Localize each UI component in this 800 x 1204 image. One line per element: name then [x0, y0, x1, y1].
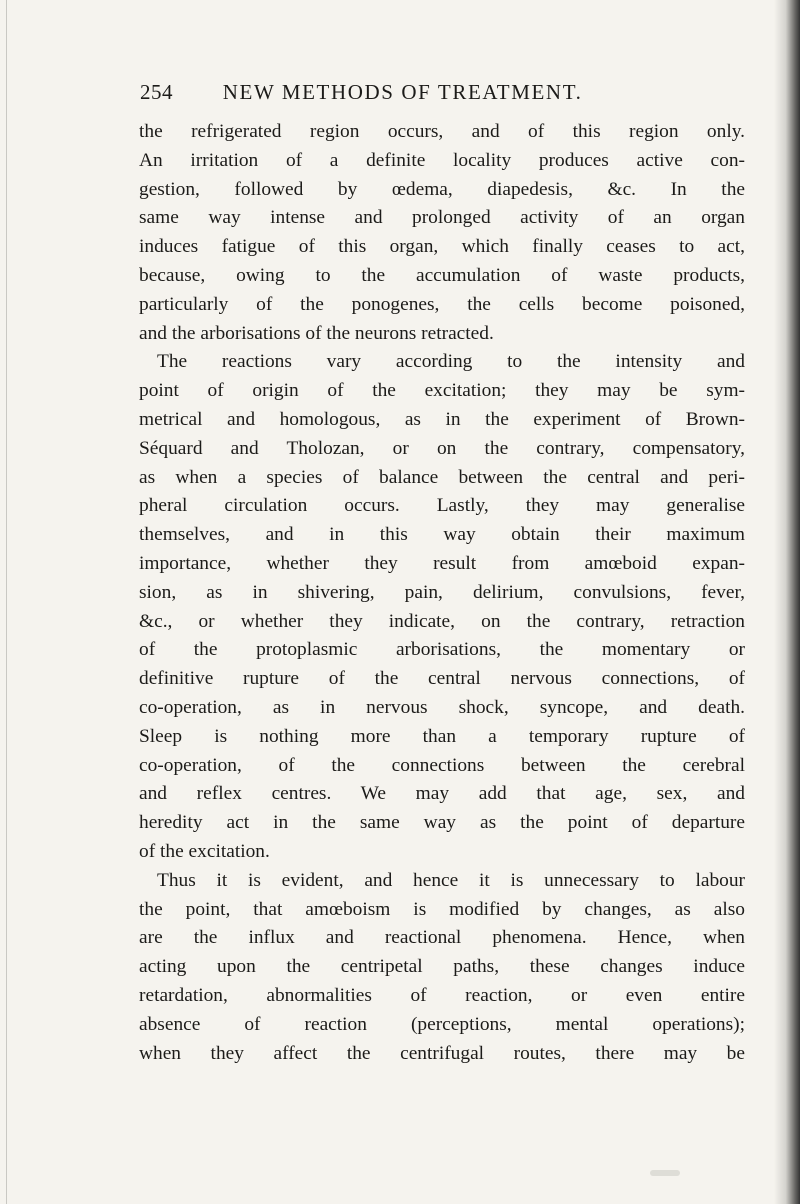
text-line: same way intense and prolonged activity of an organ	[139, 207, 745, 229]
text-line: are the influx and reactional phenomena. Hence, when	[139, 927, 745, 949]
text-line: acting upon the centripetal paths, these changes induce	[139, 956, 745, 978]
text-line: metrical and homologous, as in the experiment of Brown-	[139, 408, 745, 430]
running-header	[140, 80, 700, 110]
text-line: of the protoplasmic arborisations, the momentary or	[139, 639, 745, 661]
text-line: Séquard and Tholozan, or on the contrary, compensatory,	[139, 437, 745, 459]
text-line: &c., or whether they indicate, on the contrary, retraction	[139, 610, 745, 632]
text-line: and the arborisations of the neurons retracted.	[139, 322, 494, 344]
text-line: gestion, followed by œdema, diapedesis, &c. In the	[139, 178, 745, 200]
text-line: particularly of the ponogenes, the cells become poisoned,	[139, 293, 745, 315]
binding-shadow	[774, 0, 800, 1204]
text-line: because, owing to the accumulation of waste products,	[139, 264, 745, 286]
text-line: when they affect the centrifugal routes, there may be	[139, 1042, 745, 1064]
text-line: definitive rupture of the central nervous connections, of	[139, 668, 745, 690]
text-line: Thus it is evident, and hence it is unnecessary to labour	[157, 869, 745, 891]
text-line: retardation, abnormalities of reaction, or even entire	[139, 984, 745, 1006]
text-line: of the excitation.	[139, 840, 270, 862]
text-line: heredity act in the same way as the point of departure	[139, 812, 745, 834]
text-line: co-operation, as in nervous shock, syncope, and death.	[139, 696, 745, 718]
page-number: 254	[140, 80, 173, 104]
text-line: pheral circulation occurs. Lastly, they may generalise	[139, 495, 745, 517]
text-line: as when a species of balance between the central and peri-	[139, 466, 745, 488]
text-line: Sleep is nothing more than a temporary rupture of	[139, 725, 745, 747]
page-left-edge	[6, 0, 7, 1204]
text-line: importance, whether they result from amœboid expan-	[139, 552, 745, 574]
text-line: induces fatigue of this organ, which finally ceases to act,	[139, 236, 745, 258]
text-line: point of origin of the excitation; they may be sym-	[139, 380, 745, 402]
text-line: co-operation, of the connections between the cerebral	[139, 754, 745, 776]
text-line: An irritation of a definite locality produces active con-	[139, 149, 745, 171]
paper-smudge	[650, 1170, 680, 1176]
text-line: absence of reaction (perceptions, mental operations);	[139, 1013, 745, 1035]
body-text	[139, 118, 745, 1068]
text-line: the refrigerated region occurs, and of this region only.	[139, 121, 745, 142]
text-line: the point, that amœboism is modified by changes, as also	[139, 898, 745, 920]
text-line: sion, as in shivering, pain, delirium, convulsions, fever,	[139, 581, 745, 603]
text-line: and reflex centres. We may add that age, sex, and	[139, 783, 745, 805]
text-line: themselves, and in this way obtain their maximum	[139, 524, 745, 546]
running-title: NEW METHODS OF TREATMENT.	[222, 80, 583, 104]
text-line: The reactions vary according to the intensity and	[157, 351, 745, 373]
